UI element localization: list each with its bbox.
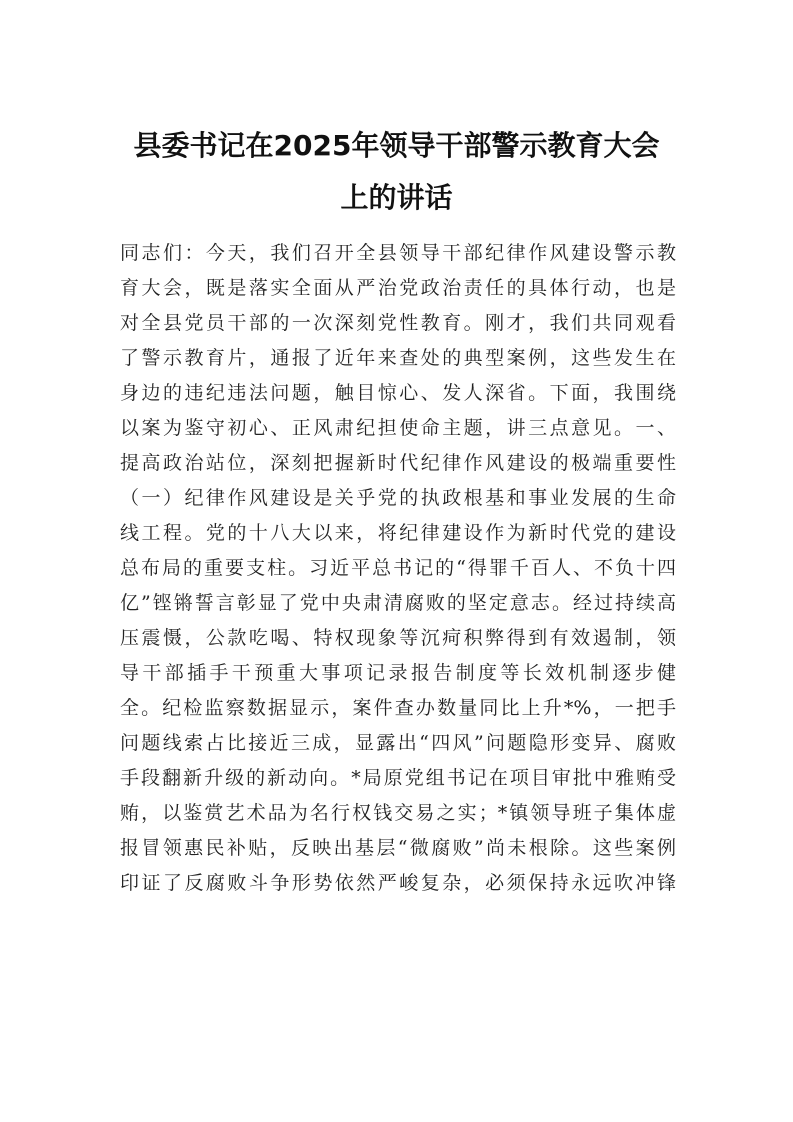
body-line: 亿”铿锵誓言彰显了党中央肃清腐败的坚定意志。经过持续高: [120, 592, 676, 614]
body-line: 手段翻新升级的新动向。*局原党组书记在项目审批中雅贿受: [120, 767, 676, 789]
body-line: 全。纪检监察数据显示，案件查办数量同比上升*%，一把手: [120, 697, 676, 719]
body-line: 同志们：今天，我们召开全县领导干部纪律作风建设警示教: [120, 242, 676, 264]
body-line: 了警示教育片，通报了近年来查处的典型案例，这些发生在: [120, 347, 676, 369]
body-line: 身边的违纪违法问题，触目惊心、发人深省。下面，我围绕: [120, 382, 676, 404]
body-line: 对全县党员干部的一次深刻党性教育。刚才，我们共同观看: [120, 312, 676, 334]
document-title-line-2: 上的讲话: [340, 181, 453, 214]
body-line: 提高政治站位，深刻把握新时代纪律作风建设的极端重要性: [120, 452, 676, 474]
body-line: 育大会，既是落实全面从严治党政治责任的具体行动，也是: [120, 277, 676, 299]
body-line: 导干部插手干预重大事项记录报告制度等长效机制逐步健: [120, 662, 676, 684]
body-line: 贿，以鉴赏艺术品为名行权钱交易之实；*镇领导班子集体虚: [120, 802, 676, 824]
body-line: 总布局的重要支柱。习近平总书记的“得罪千百人、不负十四: [120, 557, 676, 579]
document-title-line-1: 县委书记在2025年领导干部警示教育大会: [133, 129, 660, 162]
body-line: （一）纪律作风建设是关乎党的执政根基和事业发展的生命: [120, 487, 676, 509]
body-line: 线工程。党的十八大以来，将纪律建设作为新时代党的建设: [120, 522, 676, 544]
body-line: 印证了反腐败斗争形势依然严峻复杂，必须保持永远吹冲锋: [120, 872, 676, 894]
body-line: 问题线索占比接近三成，显露出“四风”问题隐形变异、腐败: [120, 732, 676, 754]
body-line: 报冒领惠民补贴，反映出基层“微腐败”尚未根除。这些案例: [120, 837, 676, 859]
document-body: [120, 236, 676, 901]
body-line: 以案为鉴守初心、正风肃纪担使命主题，讲三点意见。一、: [120, 417, 676, 439]
body-line: 压震慑，公款吃喝、特权现象等沉疴积弊得到有效遏制，领: [120, 627, 676, 649]
